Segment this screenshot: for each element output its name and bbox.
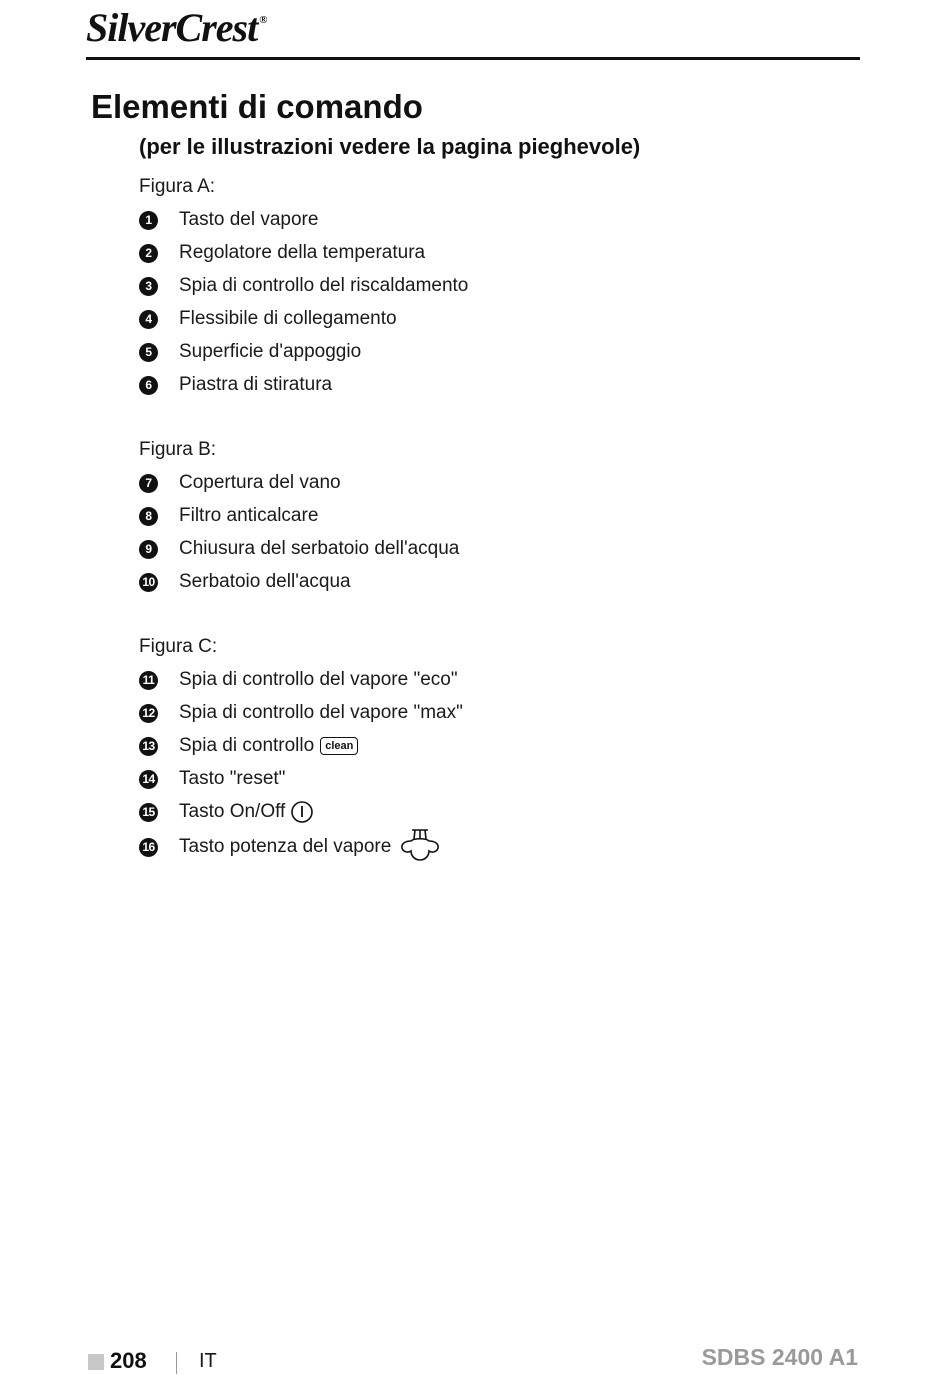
section-label-figura-a: Figura A: — [139, 176, 216, 197]
list-item — [139, 372, 332, 398]
item-number-badge: 13 — [139, 737, 158, 756]
item-label: Regolatore della temperatura — [179, 242, 426, 263]
item-number-badge: 8 — [139, 507, 158, 526]
model-number: SDBS 2400 A1 — [701, 1344, 858, 1370]
list-item — [139, 207, 318, 233]
section-label-figura-b: Figura B: — [139, 439, 217, 460]
item-number-badge: 6 — [139, 376, 158, 395]
list-item — [139, 799, 314, 825]
footer-divider — [176, 1352, 177, 1374]
item-number-badge: 14 — [139, 770, 158, 789]
list-item — [139, 667, 458, 693]
item-number-badge: 15 — [139, 803, 158, 822]
item-label: Superficie d'appoggio — [179, 341, 362, 362]
list-item — [139, 240, 425, 266]
item-number-badge: 12 — [139, 704, 158, 723]
item-label: Tasto potenza del vapore — [179, 836, 392, 857]
item-number-badge: 5 — [139, 343, 158, 362]
list-item — [139, 569, 351, 595]
item-number-badge: 10 — [139, 573, 158, 592]
item-label: Spia di controllo del vapore "max" — [179, 702, 463, 723]
footer-marker — [88, 1354, 104, 1370]
header-divider — [86, 57, 860, 60]
power-icon — [290, 800, 314, 824]
item-number-badge: 16 — [139, 838, 158, 857]
item-label: Spia di controllo del vapore "eco" — [179, 669, 458, 690]
item-label: Copertura del vano — [179, 472, 341, 493]
steam-icon — [396, 827, 444, 867]
list-item — [139, 339, 361, 365]
section-label-figura-c: Figura C: — [139, 636, 218, 657]
item-label: Filtro anticalcare — [179, 505, 319, 526]
item-number-badge: 7 — [139, 474, 158, 493]
item-number-badge: 4 — [139, 310, 158, 329]
item-label: Tasto "reset" — [179, 768, 286, 789]
page-subtitle: (per le illustrazioni vedere la pagina pieghevole) — [139, 134, 641, 159]
list-item — [139, 733, 358, 759]
item-label: Spia di controllo — [179, 735, 315, 756]
item-label: Tasto On/Off — [179, 801, 286, 822]
item-number-badge: 3 — [139, 277, 158, 296]
language-code: IT — [199, 1350, 217, 1372]
list-item — [139, 470, 341, 496]
list-item — [139, 832, 444, 862]
page-number: 208 — [110, 1348, 147, 1373]
item-label: Tasto del vapore — [179, 209, 319, 230]
item-label: Flessibile di collegamento — [179, 308, 397, 329]
list-item — [139, 536, 459, 562]
item-number-badge: 9 — [139, 540, 158, 559]
list-item — [139, 306, 397, 332]
registered-mark: ® — [259, 14, 267, 26]
list-item — [139, 503, 318, 529]
item-label: Chiusura del serbatoio dell'acqua — [179, 538, 460, 559]
item-label: Piastra di stiratura — [179, 374, 333, 395]
item-number-badge: 2 — [139, 244, 158, 263]
clean-icon: clean — [320, 737, 358, 755]
list-item — [139, 273, 468, 299]
item-number-badge: 1 — [139, 211, 158, 230]
brand-name: SilverCrest — [86, 5, 258, 50]
item-number-badge: 11 — [139, 671, 158, 690]
item-label: Spia di controllo del riscaldamento — [179, 275, 469, 296]
list-item — [139, 766, 285, 792]
item-label: Serbatoio dell'acqua — [179, 571, 351, 592]
brand-logo — [86, 4, 266, 51]
list-item — [139, 700, 463, 726]
page-title: Elementi di comando — [91, 88, 423, 125]
